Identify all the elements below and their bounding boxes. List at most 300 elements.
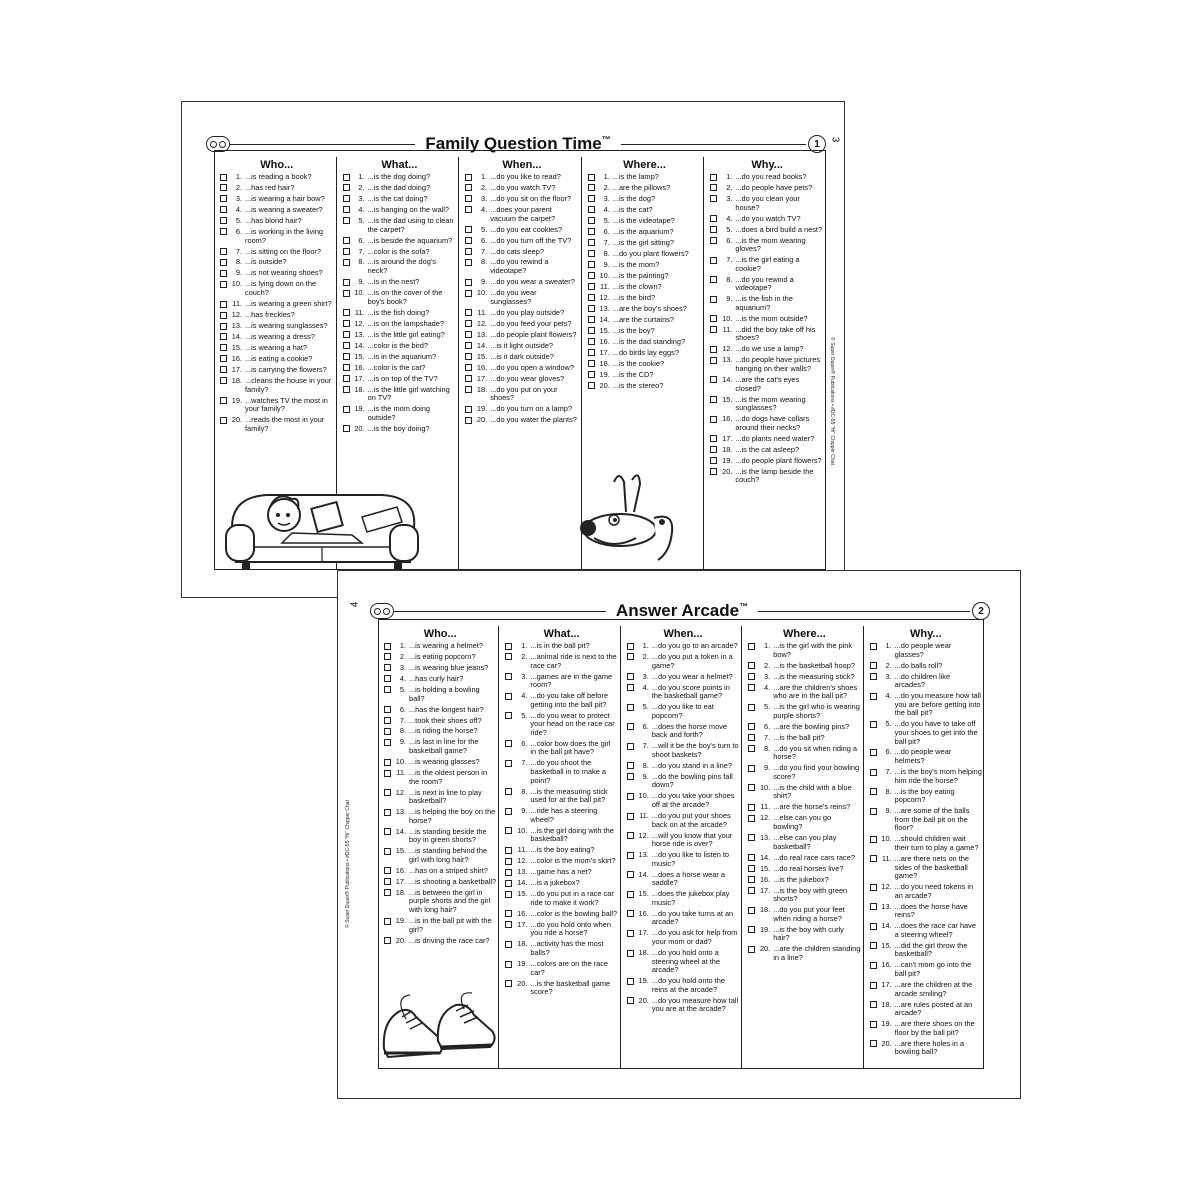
checkbox[interactable] <box>220 259 227 266</box>
checkbox[interactable] <box>343 237 350 244</box>
question-text: ...do you rewind a videotape? <box>735 274 794 293</box>
checkbox[interactable] <box>710 376 717 383</box>
question-text: ...color is the bird? <box>367 340 428 350</box>
checkbox[interactable] <box>748 876 755 883</box>
checkbox[interactable] <box>343 279 350 286</box>
checkbox[interactable] <box>505 760 512 767</box>
checkbox[interactable] <box>465 226 472 233</box>
checkbox[interactable] <box>384 759 391 766</box>
question-number: 10. <box>231 279 242 289</box>
checkbox[interactable] <box>710 396 717 403</box>
card-title: Answer Arcade™ <box>615 601 749 620</box>
question-text: ...else can you go bowling? <box>773 813 832 831</box>
checkbox[interactable] <box>748 865 755 872</box>
checkbox[interactable] <box>465 206 472 213</box>
question-number: 3. <box>764 671 771 681</box>
question-text: ...is the jukebox? <box>773 874 829 884</box>
question-text: ...is the girl with the pink bow? <box>773 641 853 659</box>
checkbox[interactable] <box>710 416 717 423</box>
question-text: ...are the children's shoes who are in the ball pit? <box>773 682 858 701</box>
question-text: ...do you put a token in a game? <box>651 651 733 670</box>
question-item <box>384 917 496 934</box>
checkbox[interactable] <box>505 740 512 747</box>
question-item <box>505 910 617 919</box>
checkbox[interactable] <box>870 1021 877 1028</box>
checkbox[interactable] <box>465 364 472 371</box>
checkbox[interactable] <box>343 342 350 349</box>
question-number: 10. <box>395 757 406 767</box>
checkbox[interactable] <box>748 734 755 741</box>
question-item <box>505 807 617 824</box>
checkbox[interactable] <box>343 217 350 224</box>
checkbox[interactable] <box>627 723 634 730</box>
checkbox[interactable] <box>627 950 634 957</box>
checkbox[interactable] <box>588 261 595 268</box>
checkbox[interactable] <box>343 184 350 191</box>
checkbox[interactable] <box>870 788 877 795</box>
checkbox[interactable] <box>220 312 227 319</box>
checkbox[interactable] <box>588 360 595 367</box>
checkbox[interactable] <box>384 867 391 874</box>
checkbox[interactable] <box>384 789 391 796</box>
question-number: 18. <box>476 384 488 394</box>
checkbox[interactable] <box>710 195 717 202</box>
question-item <box>748 814 860 831</box>
question-number: 7. <box>358 246 365 256</box>
checkbox[interactable] <box>384 918 391 925</box>
checkbox[interactable] <box>384 717 391 724</box>
checkbox[interactable] <box>870 1040 877 1047</box>
checkbox[interactable] <box>627 653 634 660</box>
checkbox[interactable] <box>710 226 717 233</box>
question-item <box>870 1020 982 1037</box>
checkbox[interactable] <box>465 174 472 181</box>
question-item <box>384 889 496 915</box>
checkbox[interactable] <box>627 793 634 800</box>
checkbox[interactable] <box>505 847 512 854</box>
question-item <box>710 326 824 343</box>
checkbox[interactable] <box>465 309 472 316</box>
checkbox[interactable] <box>343 206 350 213</box>
column-heading: Why... <box>910 628 942 640</box>
question-text: ...are the children standing in a line? <box>773 944 861 962</box>
checkbox[interactable] <box>384 728 391 735</box>
checkbox[interactable] <box>588 382 595 389</box>
question-item <box>343 364 457 373</box>
checkbox[interactable] <box>220 217 227 224</box>
checkbox[interactable] <box>588 294 595 301</box>
question-text: ...do you need tokens in an arcade? <box>894 882 974 900</box>
question-item <box>384 758 496 767</box>
question-text: ...color is the cat? <box>367 362 426 372</box>
question-text: ...did the boy take off his shoes? <box>735 324 816 343</box>
checkbox[interactable] <box>748 815 755 822</box>
checkbox[interactable] <box>220 355 227 362</box>
question-column-where <box>742 626 863 1069</box>
checkbox[interactable] <box>505 693 512 700</box>
checkbox[interactable] <box>465 195 472 202</box>
question-item <box>748 684 860 701</box>
checkbox[interactable] <box>627 832 634 839</box>
checkbox[interactable] <box>220 397 227 404</box>
question-number: 16. <box>517 908 528 918</box>
checkbox[interactable] <box>465 279 472 286</box>
checkbox[interactable] <box>748 673 755 680</box>
checkbox[interactable] <box>748 854 755 861</box>
checkbox[interactable] <box>465 375 472 382</box>
checkbox[interactable] <box>343 290 350 297</box>
question-text: ...is wearing blue jeans? <box>409 662 489 672</box>
checkbox[interactable] <box>710 237 717 244</box>
question-item <box>465 289 579 306</box>
checkbox[interactable] <box>870 808 877 815</box>
checkbox[interactable] <box>343 259 350 266</box>
checkbox[interactable] <box>710 257 717 264</box>
question-number: 7. <box>885 767 892 777</box>
checkbox[interactable] <box>627 773 634 780</box>
question-text: ...does a horse wear a saddle? <box>651 869 725 888</box>
checkbox[interactable] <box>384 706 391 713</box>
checkbox[interactable] <box>220 206 227 213</box>
checkbox[interactable] <box>588 206 595 213</box>
checkbox[interactable] <box>220 195 227 202</box>
question-text: ...is the dog doing? <box>367 172 431 181</box>
checkbox[interactable] <box>710 326 717 333</box>
checkbox[interactable] <box>627 978 634 985</box>
checkbox[interactable] <box>627 910 634 917</box>
question-number: 19. <box>759 924 771 934</box>
checkbox[interactable] <box>220 323 227 330</box>
checkbox[interactable] <box>870 662 877 669</box>
question-text: ...do you read books? <box>735 172 807 181</box>
question-number: 10. <box>476 288 488 298</box>
question-item <box>588 217 702 226</box>
checkbox[interactable] <box>748 804 755 811</box>
checkbox[interactable] <box>220 281 227 288</box>
question-text: ...is the little girl watching on TV? <box>367 384 450 403</box>
answer-arcade-card <box>337 570 1021 1099</box>
checkbox[interactable] <box>870 721 877 728</box>
checkbox[interactable] <box>220 366 227 373</box>
checkbox[interactable] <box>384 643 391 650</box>
question-text: ...are rules posted at an arcade? <box>894 999 973 1018</box>
checkbox[interactable] <box>748 784 755 791</box>
checkbox[interactable] <box>465 184 472 191</box>
question-item <box>505 759 617 785</box>
checkbox[interactable] <box>627 930 634 937</box>
question-number: 1. <box>481 172 488 181</box>
checkbox[interactable] <box>343 406 350 413</box>
checkbox[interactable] <box>870 884 877 891</box>
checkbox[interactable] <box>710 276 717 283</box>
checkbox[interactable] <box>505 653 512 660</box>
checkbox[interactable] <box>505 827 512 834</box>
question-number: 2. <box>764 660 771 670</box>
checkbox[interactable] <box>748 723 755 730</box>
checkbox[interactable] <box>505 808 512 815</box>
checkbox[interactable] <box>588 305 595 312</box>
checkbox[interactable] <box>465 406 472 413</box>
question-number: 6. <box>235 226 242 236</box>
checkbox[interactable] <box>748 887 755 894</box>
checkbox[interactable] <box>343 364 350 371</box>
checkbox[interactable] <box>220 377 227 384</box>
checkbox[interactable] <box>588 228 595 235</box>
checkbox[interactable] <box>588 338 595 345</box>
checkbox[interactable] <box>343 320 350 327</box>
checkbox[interactable] <box>748 684 755 691</box>
checkbox[interactable] <box>710 174 717 181</box>
checkbox[interactable] <box>588 272 595 279</box>
question-item <box>505 868 617 877</box>
checkbox[interactable] <box>588 283 595 290</box>
question-number: 18. <box>354 384 365 394</box>
checkbox[interactable] <box>588 316 595 323</box>
checkbox[interactable] <box>870 923 877 930</box>
question-text: ...are there holes in a bowling ball? <box>894 1038 965 1057</box>
checkbox[interactable] <box>870 962 877 969</box>
question-text: ...is in the ball pit? <box>530 641 590 650</box>
question-text: ...is sitting on the floor? <box>245 246 321 256</box>
checkbox[interactable] <box>870 769 877 776</box>
checkbox[interactable] <box>627 673 634 680</box>
checkbox[interactable] <box>505 910 512 917</box>
checkbox[interactable] <box>220 184 227 191</box>
checkbox[interactable] <box>627 643 634 650</box>
checkbox[interactable] <box>505 961 512 968</box>
question-number: 7. <box>642 741 649 751</box>
checkbox[interactable] <box>220 228 227 235</box>
question-item <box>220 173 334 182</box>
question-number: 7. <box>726 255 733 265</box>
question-text: ...do you take turns at an arcade? <box>651 908 734 927</box>
question-number: 15. <box>231 342 242 352</box>
question-item <box>220 217 334 226</box>
question-text: ...color is the bowling ball? <box>530 908 618 918</box>
checkbox[interactable] <box>710 215 717 222</box>
question-text: ...do plants need water? <box>735 433 815 443</box>
question-number: 12. <box>517 856 528 866</box>
checkbox[interactable] <box>710 435 717 442</box>
checkbox[interactable] <box>384 878 391 885</box>
checkbox[interactable] <box>384 675 391 682</box>
question-number: 19. <box>476 404 488 414</box>
checkbox[interactable] <box>870 693 877 700</box>
question-text: ...are the children at the arcade smiling? <box>894 980 973 998</box>
checkbox[interactable] <box>343 174 350 181</box>
checkbox[interactable] <box>465 331 472 338</box>
question-item <box>220 311 334 320</box>
question-item <box>505 960 617 977</box>
checkbox[interactable] <box>384 686 391 693</box>
checkbox[interactable] <box>870 836 877 843</box>
checkbox[interactable] <box>505 980 512 987</box>
checkbox[interactable] <box>588 195 595 202</box>
checkbox[interactable] <box>627 704 634 711</box>
copyright-text: © Super Duper® Publications • #DC-55 "Hi" Chipper Chat <box>829 337 836 465</box>
checkbox[interactable] <box>505 673 512 680</box>
question-number: 15. <box>722 394 733 404</box>
checkbox[interactable] <box>384 937 391 944</box>
checkbox[interactable] <box>748 745 755 752</box>
checkbox[interactable] <box>505 788 512 795</box>
checkbox[interactable] <box>384 653 391 660</box>
checkbox[interactable] <box>748 765 755 772</box>
question-item <box>710 237 824 254</box>
checkbox[interactable] <box>870 1001 877 1008</box>
checkbox[interactable] <box>465 342 472 349</box>
checkbox[interactable] <box>384 809 391 816</box>
checkbox[interactable] <box>505 941 512 948</box>
question-item <box>505 788 617 805</box>
checkbox[interactable] <box>505 643 512 650</box>
question-text: ...is the cat? <box>612 204 653 214</box>
checkbox[interactable] <box>588 239 595 246</box>
checkbox[interactable] <box>220 174 227 181</box>
checkbox[interactable] <box>588 349 595 356</box>
checkbox[interactable] <box>343 331 350 338</box>
checkbox[interactable] <box>870 982 877 989</box>
checkbox[interactable] <box>505 869 512 876</box>
checkbox[interactable] <box>505 921 512 928</box>
checkbox[interactable] <box>627 684 634 691</box>
checkbox[interactable] <box>465 248 472 255</box>
checkbox[interactable] <box>627 852 634 859</box>
checkbox[interactable] <box>505 891 512 898</box>
question-text: ...is the CD? <box>612 369 654 379</box>
checkbox[interactable] <box>748 834 755 841</box>
checkbox[interactable] <box>588 184 595 191</box>
checkbox[interactable] <box>220 417 227 424</box>
checkbox[interactable] <box>710 346 717 353</box>
question-item <box>343 278 457 287</box>
checkbox[interactable] <box>465 417 472 424</box>
checkbox[interactable] <box>870 903 877 910</box>
question-text: ...has freckles? <box>245 310 295 320</box>
checkbox[interactable] <box>588 327 595 334</box>
question-number: 9. <box>521 806 528 816</box>
checkbox[interactable] <box>343 353 350 360</box>
checkbox[interactable] <box>627 997 634 1004</box>
checkbox[interactable] <box>220 248 227 255</box>
question-text: ...do people have pets? <box>735 182 813 192</box>
checkbox[interactable] <box>384 889 391 896</box>
checkbox[interactable] <box>627 813 634 820</box>
question-item <box>505 827 617 844</box>
checkbox[interactable] <box>384 739 391 746</box>
question-item <box>870 768 982 785</box>
checkbox[interactable] <box>220 344 227 351</box>
question-number: 12. <box>354 318 365 328</box>
question-number: 20. <box>231 415 242 425</box>
question-text: ...is last in line for the basketball game? <box>409 737 479 756</box>
question-number: 15. <box>759 863 771 873</box>
question-text: ...do you wear sunglasses? <box>490 288 537 306</box>
checkbox[interactable] <box>748 643 755 650</box>
checkbox[interactable] <box>384 828 391 835</box>
question-number: 4. <box>726 213 733 223</box>
question-text: ...is riding the horse? <box>409 726 478 736</box>
checkbox[interactable] <box>710 446 717 453</box>
question-number: 6. <box>399 704 406 714</box>
question-item <box>748 834 860 851</box>
checkbox[interactable] <box>627 762 634 769</box>
checkbox[interactable] <box>505 858 512 865</box>
checkbox[interactable] <box>588 217 595 224</box>
checkbox[interactable] <box>343 248 350 255</box>
question-number: 19. <box>354 404 365 414</box>
checkbox[interactable] <box>627 891 634 898</box>
question-number: 9. <box>885 806 892 816</box>
checkbox[interactable] <box>343 195 350 202</box>
question-item <box>505 712 617 738</box>
question-number: 13. <box>759 832 771 842</box>
checkbox[interactable] <box>710 357 717 364</box>
checkbox[interactable] <box>870 673 877 680</box>
checkbox[interactable] <box>343 375 350 382</box>
checkbox[interactable] <box>870 749 877 756</box>
checkbox[interactable] <box>748 662 755 669</box>
checkbox[interactable] <box>710 468 717 475</box>
checkbox[interactable] <box>588 371 595 378</box>
question-number: 17. <box>599 347 610 357</box>
checkbox[interactable] <box>710 184 717 191</box>
checkbox[interactable] <box>870 643 877 650</box>
question-text: ...is the basketball hoop? <box>773 660 855 670</box>
checkbox[interactable] <box>748 907 755 914</box>
checkbox[interactable] <box>220 301 227 308</box>
checkbox[interactable] <box>505 880 512 887</box>
checkbox[interactable] <box>465 386 472 393</box>
checkbox[interactable] <box>588 174 595 181</box>
checkbox[interactable] <box>748 926 755 933</box>
question-number: 11. <box>639 811 649 820</box>
checkbox[interactable] <box>465 237 472 244</box>
checkbox[interactable] <box>343 386 350 393</box>
checkbox[interactable] <box>870 855 877 862</box>
checkbox[interactable] <box>384 664 391 671</box>
checkbox[interactable] <box>343 309 350 316</box>
checkbox[interactable] <box>748 946 755 953</box>
checkbox[interactable] <box>465 353 472 360</box>
question-number: 20. <box>759 944 771 954</box>
checkbox[interactable] <box>220 270 227 277</box>
checkbox[interactable] <box>627 743 634 750</box>
checkbox[interactable] <box>465 259 472 266</box>
checkbox[interactable] <box>384 848 391 855</box>
question-text: ...do people wear helmets? <box>894 747 952 766</box>
checkbox[interactable] <box>627 871 634 878</box>
checkbox[interactable] <box>220 333 227 340</box>
question-text: ...is lying down on the couch? <box>245 279 317 298</box>
checkbox[interactable] <box>710 296 717 303</box>
checkbox[interactable] <box>710 457 717 464</box>
checkbox[interactable] <box>505 712 512 719</box>
checkbox[interactable] <box>588 250 595 257</box>
question-text: ...is the fish doing? <box>367 307 430 317</box>
question-text: ...do you eat cookies? <box>490 224 563 234</box>
checkbox[interactable] <box>343 425 350 432</box>
checkbox[interactable] <box>384 770 391 777</box>
checkbox[interactable] <box>465 320 472 327</box>
checkbox[interactable] <box>465 290 472 297</box>
checkbox[interactable] <box>870 942 877 949</box>
checkbox[interactable] <box>710 315 717 322</box>
question-item <box>505 940 617 957</box>
question-text: ...did the girl throw the basketball? <box>894 940 968 959</box>
checkbox[interactable] <box>748 704 755 711</box>
question-item <box>748 865 860 874</box>
